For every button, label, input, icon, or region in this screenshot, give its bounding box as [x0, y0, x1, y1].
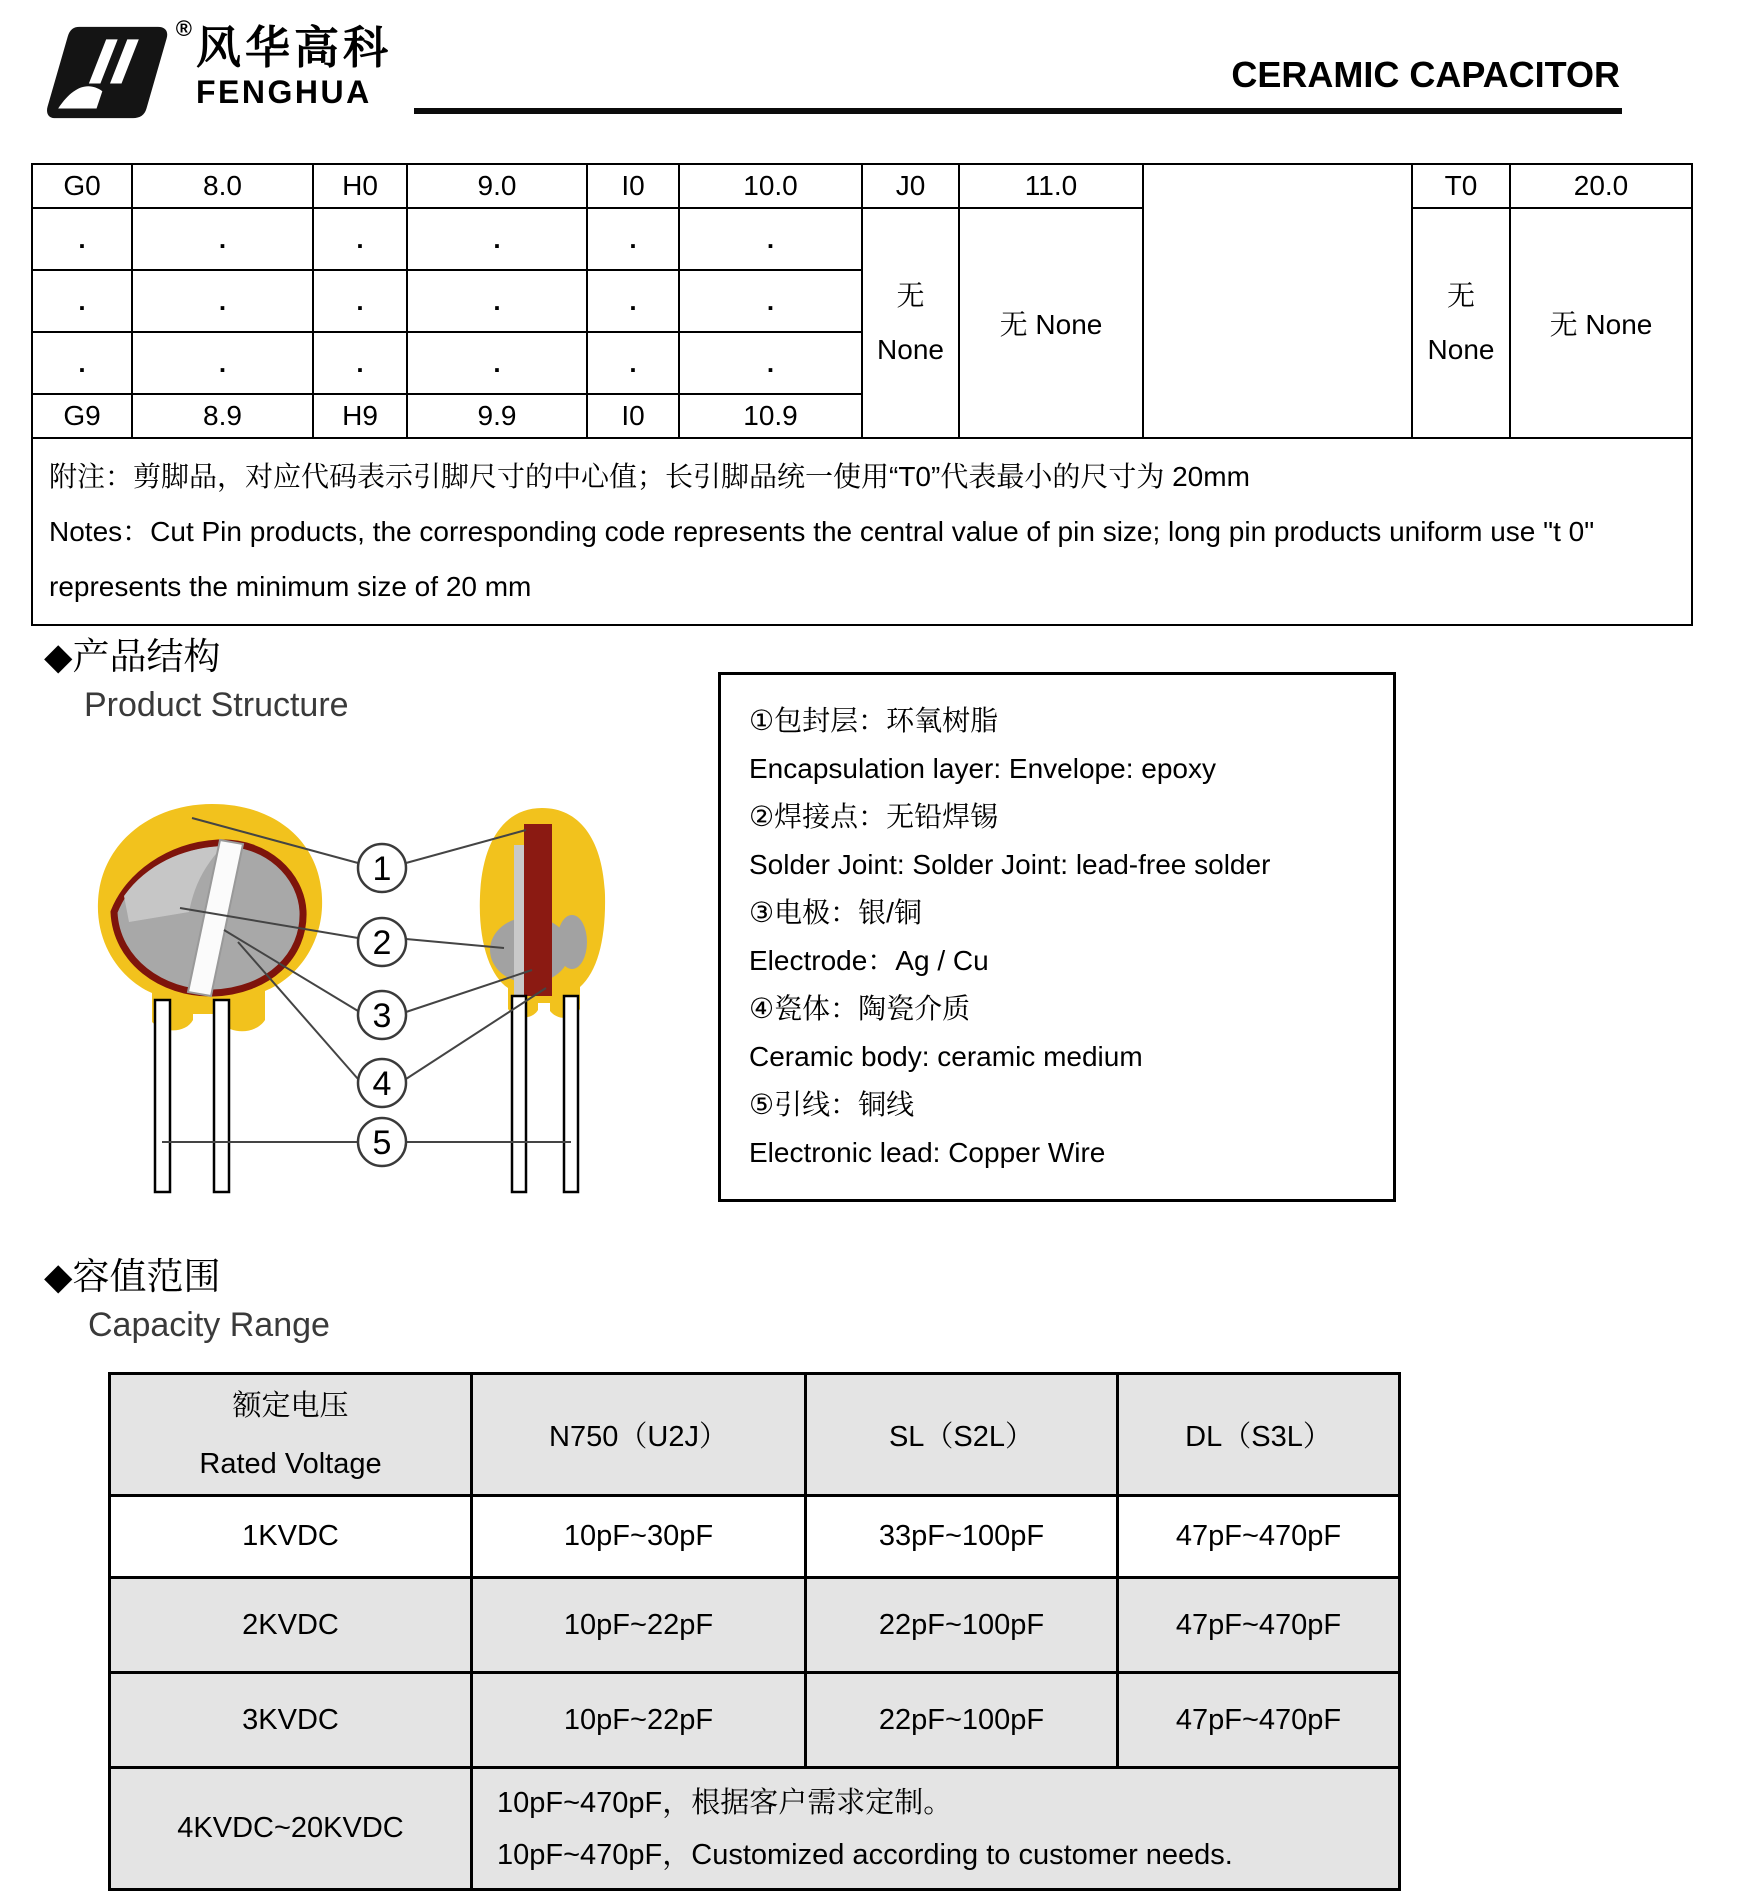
callout-1-label: 1: [372, 850, 392, 888]
legend-item-5-zh: ⑤引线：铜线: [749, 1089, 915, 1120]
pin-code-table: [31, 163, 1693, 626]
ellipsis-dot: .: [587, 208, 679, 270]
pin-code-cell: I0: [587, 164, 679, 208]
logo-chinese-name: 风华高科: [196, 22, 393, 73]
note-english-line1: Notes：Cut Pin products, the corresponding code represents the central value of pin size; long pin products uniform use "t 0": [49, 516, 1595, 547]
section-heading-product-structure-en: Product Structure: [84, 686, 349, 724]
none-cell-inline: 无 None: [1510, 208, 1692, 438]
pin-code-cell: T0: [1412, 164, 1510, 208]
registered-trademark-icon: ®: [175, 16, 192, 41]
lead-wire-left-1: [155, 1000, 170, 1192]
legend-item-1-en: Encapsulation layer: Envelope: epoxy: [749, 753, 1216, 784]
logo-text: [196, 24, 392, 111]
lead-wire-right-1: [512, 996, 526, 1192]
ellipsis-dot: .: [313, 208, 407, 270]
pin-value-cell: 11.0: [959, 164, 1143, 208]
range-cell: 10pF~22pF: [472, 1578, 806, 1673]
legend-item-4-en: Ceramic body: ceramic medium: [749, 1041, 1143, 1072]
ellipsis-dot: .: [407, 270, 587, 332]
pin-value-cell: 8.9: [132, 394, 313, 438]
range-cell: 33pF~100pF: [806, 1496, 1118, 1578]
note-english-line2: represents the minimum size of 20 mm: [49, 571, 532, 602]
page-title: CERAMIC CAPACITOR: [1231, 54, 1620, 95]
table-row: [32, 208, 1692, 270]
ellipsis-dot: .: [587, 332, 679, 394]
ellipsis-dot: .: [313, 332, 407, 394]
pin-code-cell: H9: [313, 394, 407, 438]
pin-code-cell: J0: [862, 164, 959, 208]
range-cell: 47pF~470pF: [1118, 1496, 1400, 1578]
ellipsis-dot: .: [32, 270, 132, 332]
pin-code-cell: G0: [32, 164, 132, 208]
lead-wire-left-2: [214, 1000, 229, 1192]
pin-code-cell: H0: [313, 164, 407, 208]
legend-item-3-en: Electrode：Ag / Cu: [749, 945, 989, 976]
range-cell: 10pF~30pF: [472, 1496, 806, 1578]
pin-code-cell: I0: [587, 394, 679, 438]
pin-value-cell: 20.0: [1510, 164, 1692, 208]
solder-joint-right: [557, 915, 587, 969]
range-cell: 22pF~100pF: [806, 1578, 1118, 1673]
pin-value-cell: 10.0: [679, 164, 862, 208]
table-row: [110, 1673, 1400, 1768]
legend-item-1-zh: ①包封层：环氧树脂: [749, 705, 999, 736]
table-row: [110, 1578, 1400, 1673]
capacity-range-table: [108, 1372, 1401, 1891]
callout-5-label: 5: [372, 1124, 392, 1162]
legend-item-3-zh: ③电极：银/铜: [749, 897, 922, 928]
pin-value-cell: 9.9: [407, 394, 587, 438]
voltage-cell: 1KVDC: [110, 1496, 472, 1578]
ellipsis-dot: .: [679, 332, 862, 394]
empty-cell: [1143, 164, 1412, 438]
custom-range-line-en: 10pF~470pF，Customized according to customer needs.: [497, 1838, 1233, 1871]
table-row: [110, 1496, 1400, 1578]
ellipsis-dot: .: [132, 208, 313, 270]
range-cell: 22pF~100pF: [806, 1673, 1118, 1768]
range-cell: 47pF~470pF: [1118, 1578, 1400, 1673]
legend-item-2-en: Solder Joint: Solder Joint: lead-free solder: [749, 849, 1271, 880]
callout-3-label: 3: [372, 997, 392, 1035]
lead-wire-right-2: [564, 996, 578, 1192]
callout-4-label: 4: [372, 1065, 392, 1103]
section-heading-product-structure-zh: ◆产品结构: [44, 636, 221, 677]
ellipsis-dot: .: [132, 332, 313, 394]
ellipsis-dot: .: [407, 332, 587, 394]
voltage-cell: 2KVDC: [110, 1578, 472, 1673]
product-structure-diagram: [52, 790, 664, 1204]
none-cell-inline: 无 None: [959, 208, 1143, 438]
none-cell-stacked: 无 None: [1412, 208, 1510, 438]
note-chinese: 附注：剪脚品，对应代码表示引脚尺寸的中心值；长引脚品统一使用“T0”代表最小的尺寸为 20mm: [49, 461, 1250, 492]
section-heading-capacity-range-en: Capacity Range: [88, 1306, 330, 1344]
electrode-disc-side: [524, 824, 552, 996]
pin-value-cell: 8.0: [132, 164, 313, 208]
section-heading-capacity-range-zh: ◆容值范围: [44, 1256, 221, 1297]
ellipsis-dot: .: [132, 270, 313, 332]
pin-value-cell: 9.0: [407, 164, 587, 208]
none-cell-stacked: 无 None: [862, 208, 959, 438]
ellipsis-dot: .: [32, 332, 132, 394]
legend-item-5-en: Electronic lead: Copper Wire: [749, 1137, 1106, 1168]
table-row: [110, 1768, 1400, 1890]
column-header-rated-voltage: 额定电压 Rated Voltage: [110, 1374, 472, 1496]
column-header-dl: DL（S3L）: [1118, 1374, 1400, 1496]
fenghua-logo-glyph: [46, 24, 174, 120]
ellipsis-dot: .: [679, 270, 862, 332]
ellipsis-dot: .: [32, 208, 132, 270]
table-row-notes: [32, 438, 1692, 625]
range-cell: 10pF~22pF: [472, 1673, 806, 1768]
column-header-sl: SL（S2L）: [806, 1374, 1118, 1496]
range-cell: 47pF~470pF: [1118, 1673, 1400, 1768]
pin-code-cell: G9: [32, 394, 132, 438]
pin-value-cell: 10.9: [679, 394, 862, 438]
logo-latin-name: FENGHUA: [196, 74, 372, 111]
callout-badges: [358, 844, 406, 1166]
ellipsis-dot: .: [313, 270, 407, 332]
custom-range-cell: [472, 1768, 1400, 1890]
ellipsis-dot: .: [587, 270, 679, 332]
header-rule: [414, 108, 1622, 114]
legend-item-2-zh: ②焊接点：无铅焊锡: [749, 801, 999, 832]
fenghua-logo: [46, 16, 393, 120]
custom-range-line-zh: 10pF~470pF，根据客户需求定制。: [497, 1786, 953, 1819]
legend-item-4-zh: ④瓷体：陶瓷介质: [749, 993, 971, 1024]
callout-2-label: 2: [372, 924, 392, 962]
voltage-cell: 4KVDC~20KVDC: [110, 1768, 472, 1890]
voltage-cell: 3KVDC: [110, 1673, 472, 1768]
table-header-row: [110, 1374, 1400, 1496]
notes-cell: [32, 438, 1692, 625]
structure-legend-box: [718, 672, 1396, 1202]
ellipsis-dot: .: [679, 208, 862, 270]
fenghua-logo-icon: [46, 16, 192, 120]
table-row: [32, 164, 1692, 208]
ellipsis-dot: .: [407, 208, 587, 270]
column-header-n750: N750（U2J）: [472, 1374, 806, 1496]
